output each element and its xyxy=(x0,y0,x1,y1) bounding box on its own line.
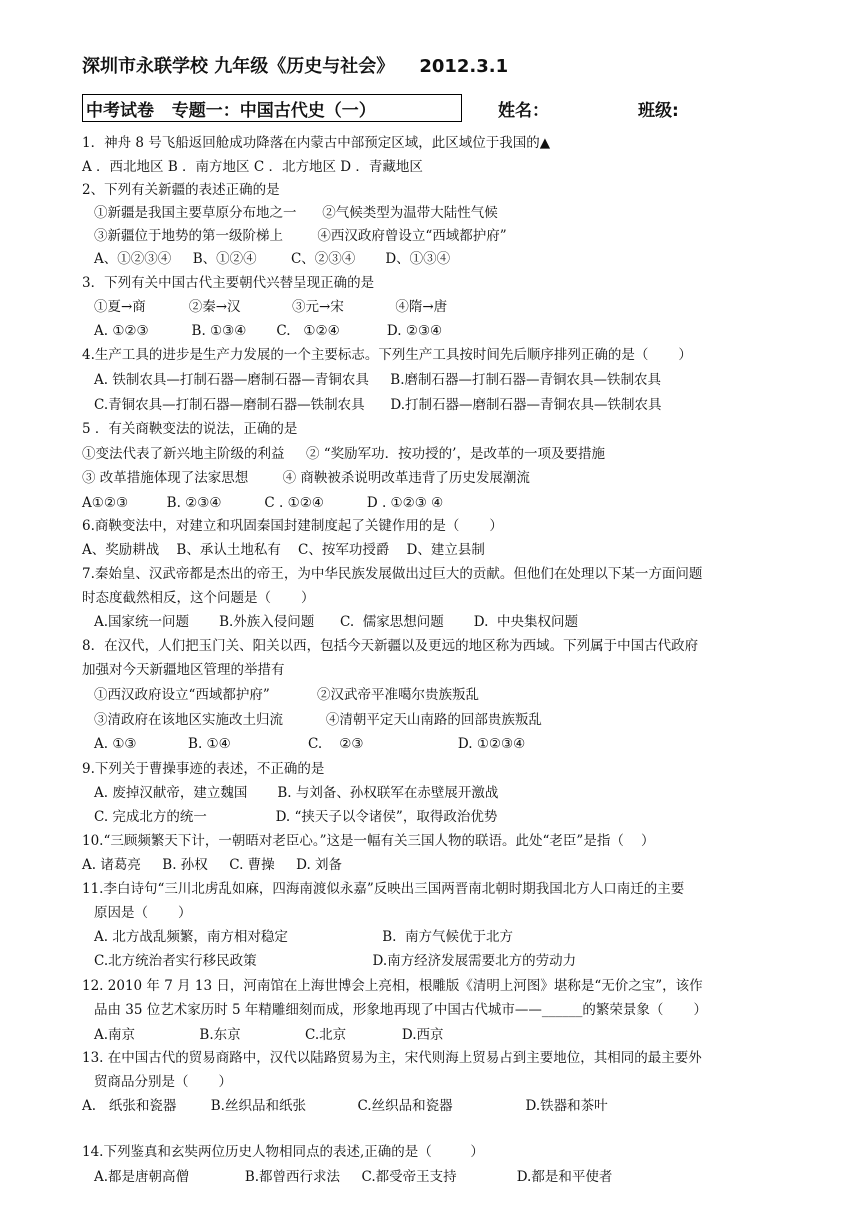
q1-options: A ．西北地区 B ．南方地区 C ．北方地区 D ．青藏地区 xyxy=(82,159,423,175)
q14-options: A.都是唐朝高僧 B.都曾西行求法 C.都受帝王支持 D.都是和平使者 xyxy=(94,1169,613,1185)
q8-stem: 8．在汉代，人们把玉门关、阳关以西，包括今天新疆以及更远的地区称为西域。下列属于中国古代政府 xyxy=(82,638,699,654)
q2-statement-row: ③新疆位于地势的第一级阶梯上 ④西汉政府曾设立“西域都护府” xyxy=(94,228,507,244)
page-title: 深圳市永联学校 九年级《历史与社会》 2012.3.1 xyxy=(82,56,509,77)
q8-statement-row: ③清政府在该地区实施改土归流 ④清朝平定天山南路的回部贵族叛乱 xyxy=(94,712,542,728)
q7-options: A.国家统一问题 B.外族入侵问题 C. 儒家思想问题 D. 中央集权问题 xyxy=(94,614,579,630)
q4-options-cd: C.青铜农具—打制石器—磨制石器—铁制农具 D.打制石器—磨制石器—青铜农具—铁制农具 xyxy=(94,397,662,413)
q11-options-ab: A. 北方战乱频繁，南方相对稳定 B. 南方气候优于北方 xyxy=(94,929,514,945)
q2-options: A、①②③④ B、①②④ C、②③④ D、①③④ xyxy=(94,251,451,267)
q13-options: A. 纸张和瓷器 B.丝织品和纸张 C.丝织品和瓷器 D.铁器和茶叶 xyxy=(82,1098,608,1114)
q4-options-ab: A. 铁制农具—打制石器—磨制石器—青铜农具 B.磨制石器—打制石器—青铜农具—铁制农具 xyxy=(94,372,661,388)
q14-stem: 14.下列鉴真和玄奘两位历史人物相同点的表述,正确的是（ ） xyxy=(82,1144,484,1160)
q3-options: A. ①②③ B. ①③④ C. ①②④ D. ②③④ xyxy=(94,323,443,339)
q10-stem: 10.“三顾频繁天下计，一朝晤对老臣心。”这是一幅有关三国人物的联语。此处“老臣”是指（ ） xyxy=(82,833,655,849)
q9-options-ab: A. 废掉汉献帝，建立魏国 B. 与刘备、孙权联军在赤壁展开激战 xyxy=(94,785,499,801)
q6-options: A、奖励耕战 B、承认土地私有 C、按军功授爵 D、建立县制 xyxy=(82,542,485,558)
q5-statement-row: ③ 改革措施体现了法家思想 ④ 商鞅被杀说明改革违背了历史发展潮流 xyxy=(82,470,530,486)
q9-stem: 9.下列关于曹操事迹的表述，不正确的是 xyxy=(82,761,325,777)
class-label: 班级: xyxy=(638,101,679,121)
q5-stem: 5 ．有关商鞅变法的说法，正确的是 xyxy=(82,421,298,437)
q10-options: A. 诸葛亮 B. 孙权 C. 曹操 D. 刘备 xyxy=(82,857,343,873)
q8-stem-cont: 加强对今天新疆地区管理的举措有 xyxy=(82,662,285,678)
q3-statement-row: ①夏→商 ②秦→汉 ③元→宋 ④隋→唐 xyxy=(94,299,448,315)
q11-stem-cont: 原因是（ ） xyxy=(94,905,192,921)
q5-statement-row: ①变法代表了新兴地主阶级的利益 ② “奖励军功．按功授的’，是改革的一项及要措施 xyxy=(82,446,605,462)
q6-stem: 6.商鞅变法中，对建立和巩固秦国封建制度起了关键作用的是（ ） xyxy=(82,518,503,534)
q8-options: A. ①③ B. ①④ C. ②③ D. ①②③④ xyxy=(94,736,526,752)
q5-options: A①②③ B. ②③④ C . ①②④ D . ①②③ ④ xyxy=(82,495,444,511)
q2-statement-row: ①新疆是我国主要草原分布地之一 ②气候类型为温带大陆性气候 xyxy=(94,205,498,221)
q12-stem-cont: 品由 35 位艺术家历时 5 年精雕细刻而成，形象地再现了中国古代城市——______的繁荣景象（ ） xyxy=(94,1002,707,1018)
q4-stem: 4.生产工具的进步是生产力发展的一个主要标志。下列生产工具按时间先后顺序排列正确的是（ ） xyxy=(82,347,692,363)
q11-stem: 11.李白诗句“三川北虏乱如麻，四海南渡似永嘉”反映出三国两晋南北朝时期我国北方人口南迁的主要 xyxy=(82,881,685,897)
q13-stem: 13. 在中国古代的贸易商路中，汉代以陆路贸易为主，宋代则海上贸易占到主要地位，其相同的最主要外 xyxy=(82,1050,702,1066)
exam-topic-label: 中考试卷 专题一：中国古代史（一） xyxy=(86,101,376,121)
q7-stem: 7.秦始皇、汉武帝都是杰出的帝王，为中华民族发展做出过巨大的贡献。但他们在处理以下某一方面问题 xyxy=(82,566,703,582)
q2-stem: 2、下列有关新疆的表述正确的是 xyxy=(82,182,280,198)
q7-stem-cont: 时态度截然相反，这个问题是（ ） xyxy=(82,590,315,606)
q9-options-cd: C. 完成北方的统一 D. “挟天子以令诸侯”，取得政治优势 xyxy=(94,809,498,825)
q3-stem: 3．下列有关中国古代主要朝代兴替呈现正确的是 xyxy=(82,275,375,291)
q12-options: A.南京 B.东京 C.北京 D.西京 xyxy=(94,1027,444,1043)
q8-statement-row: ①西汉政府设立“西域都护府” ②汉武帝平准噶尔贵族叛乱 xyxy=(94,687,480,703)
name-label: 姓名： xyxy=(498,101,549,121)
q12-stem: 12. 2010 年 7 月 13 日，河南馆在上海世博会上亮相，根雕版《清明上河图》堪称是“无价之宝”，该作 xyxy=(82,978,703,994)
q13-stem-cont: 贸商品分别是（ ） xyxy=(94,1074,233,1090)
q1-stem: 1．神舟 8 号飞船返回舱成功降落在内蒙古中部预定区域，此区域位于我国的▲ xyxy=(82,135,551,151)
q11-options-cd: C.北方统治者实行移民政策 D.南方经济发展需要北方的劳动力 xyxy=(94,953,577,969)
